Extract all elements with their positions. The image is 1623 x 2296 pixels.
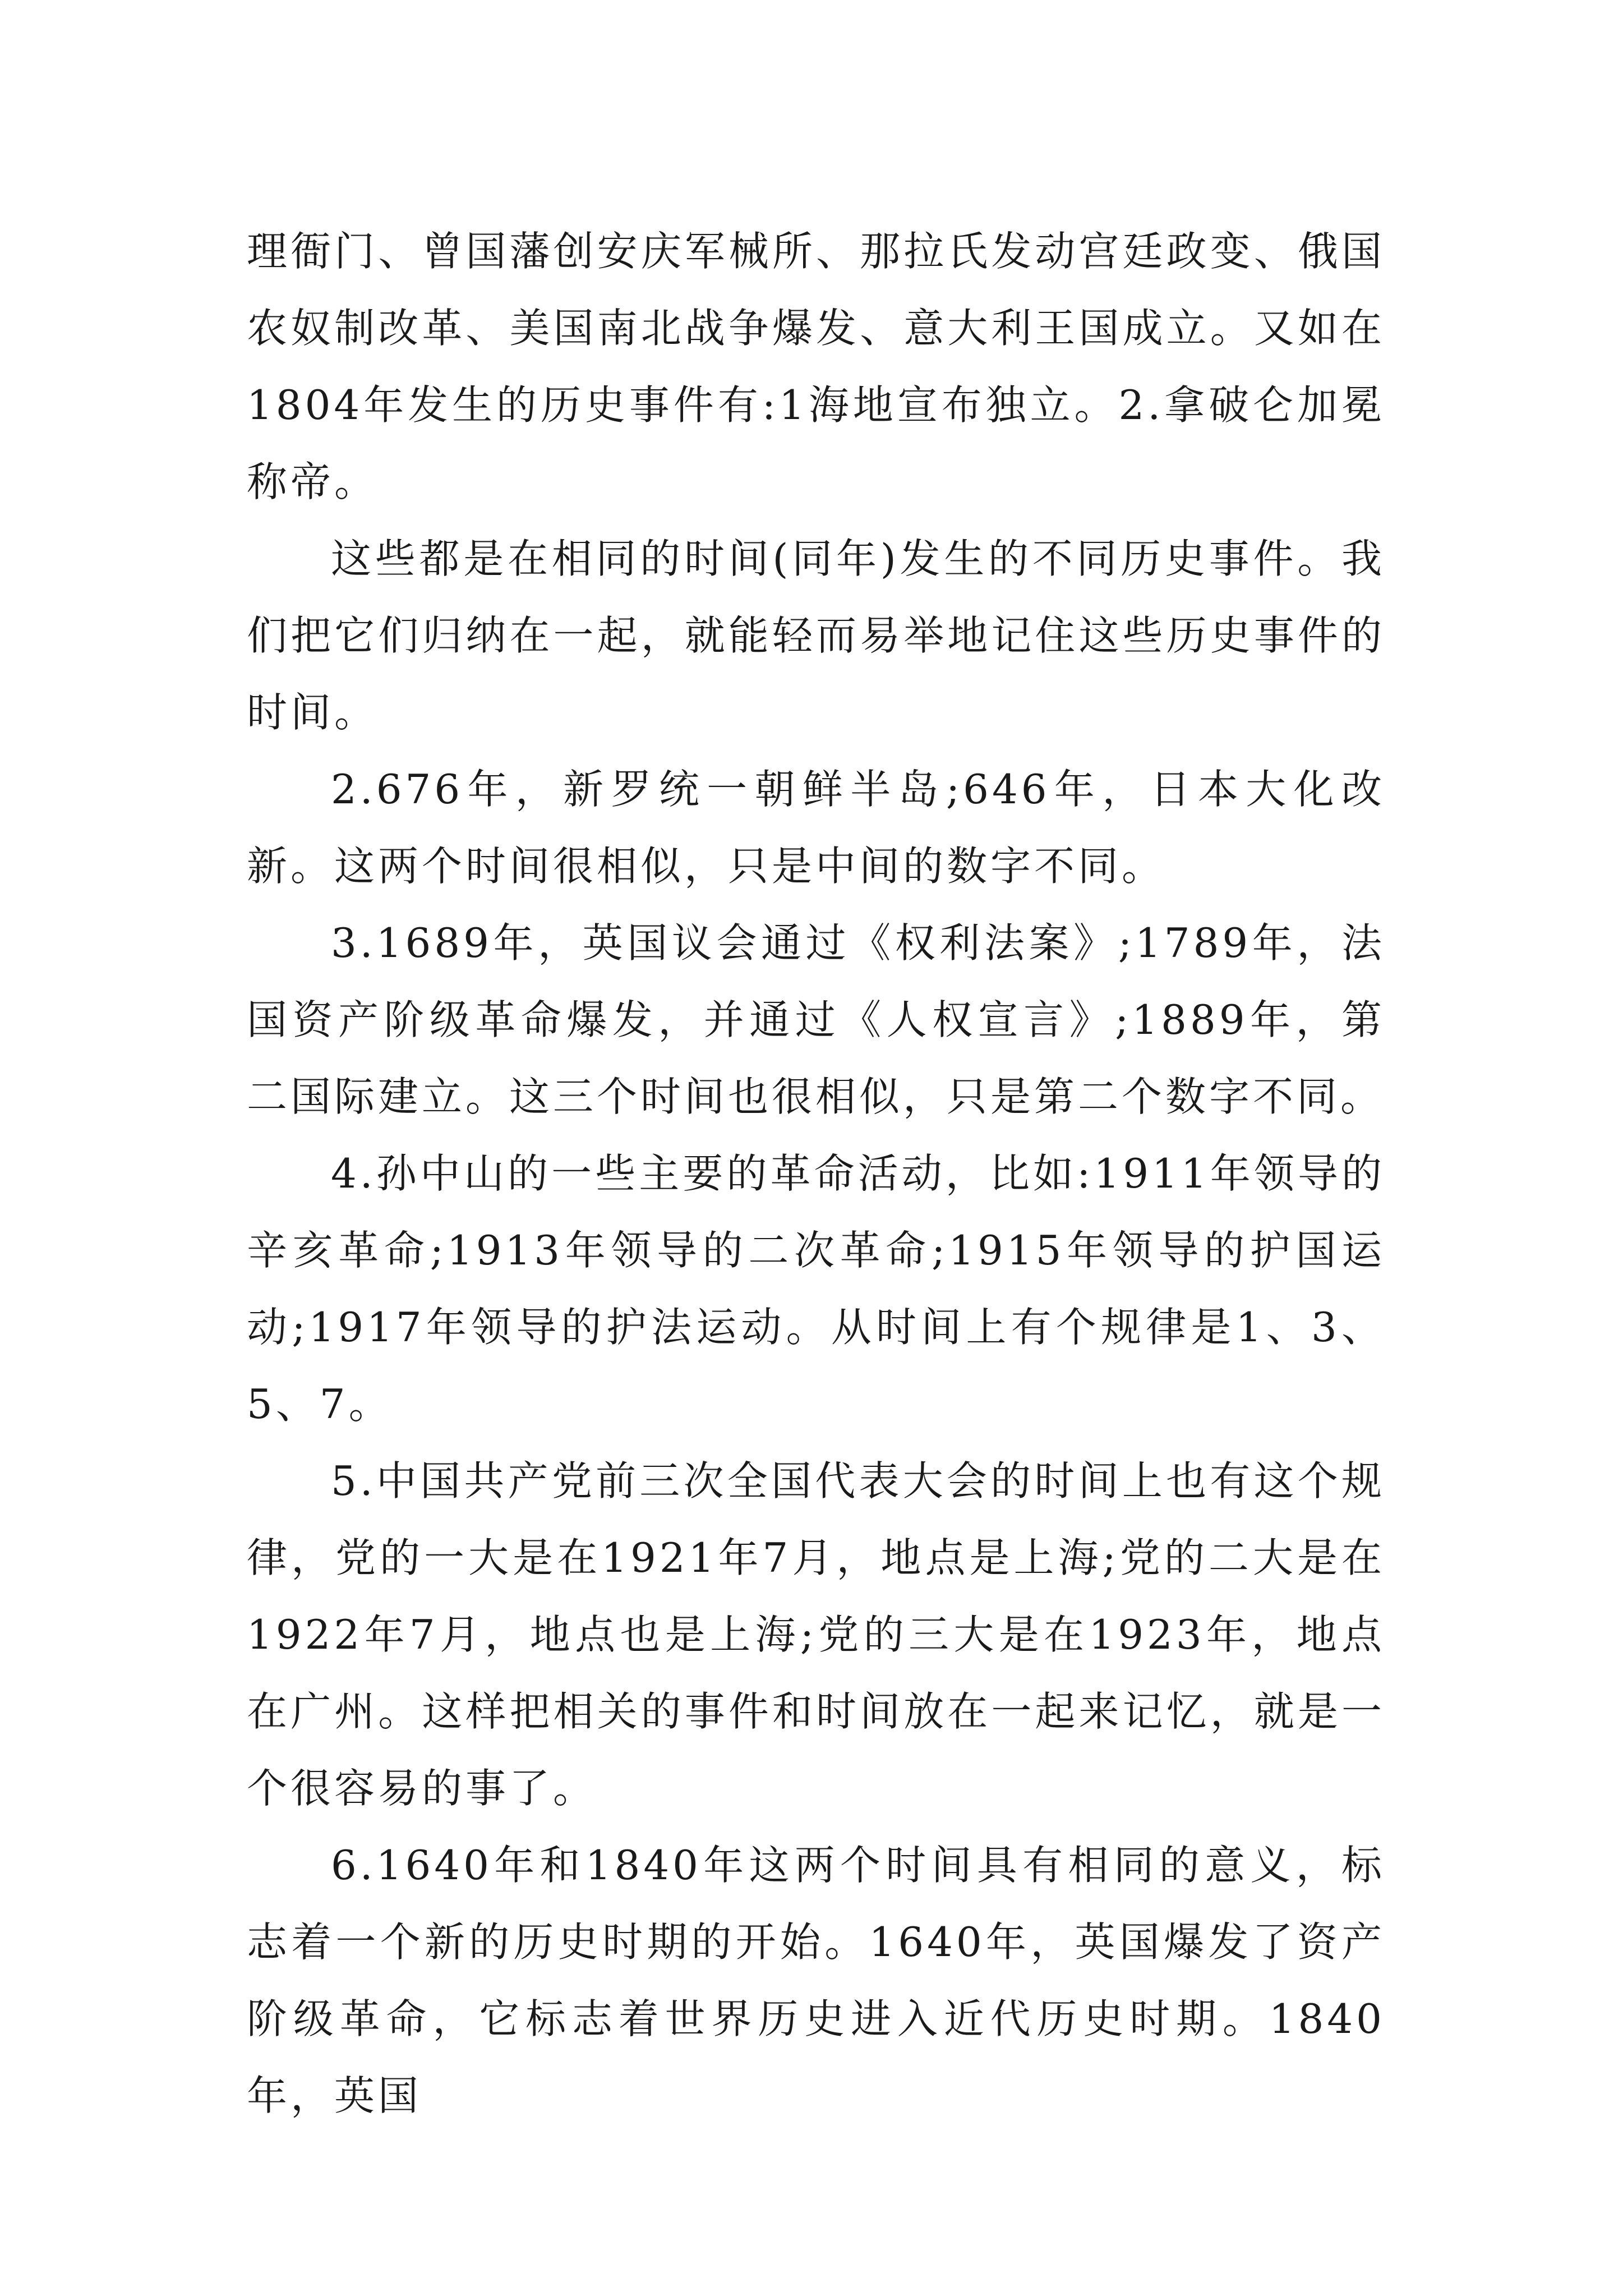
paragraph-item-3: 3.1689年，英国议会通过《权利法案》;1789年，法国资产阶级革命爆发，并通过《人权宣言》;1889年，第二国际建立。这三个时间也很相似，只是第二个数字不同。	[247, 919, 1385, 1120]
paragraph-same-year-events: 这些都是在相同的时间(同年)发生的不同历史事件。我们把它们归纳在一起，就能轻而易举地记住这些历史事件的时间。	[247, 535, 1385, 736]
paragraph-item-4: 4.孙中山的一些主要的革命活动，比如:1911年领导的辛亥革命;1913年领导的二次革命;1915年领导的护国运动;1917年领导的护法运动。从时间上有个规律是1、3、5、7。	[247, 1150, 1385, 1428]
paragraph-item-5: 5.中国共产党前三次全国代表大会的时间上也有这个规律，党的一大是在1921年7月，地点是上海;党的二大是在1922年7月，地点也是上海;党的三大是在1923年，地点在广州。这样把相关的事件和时间放在一起来记忆，就是一个很容易的事了。	[247, 1457, 1385, 1812]
paragraph-continuation: 理衙门、曾国藩创安庆军械所、那拉氏发动宫廷政变、俄国农奴制改革、美国南北战争爆发、意大利王国成立。又如在1804年发生的历史事件有:1海地宣布独立。2.拿破仑加冕称帝。	[247, 228, 1385, 505]
paragraph-item-2: 2.676年，新罗统一朝鲜半岛;646年，日本大化改新。这两个时间很相似，只是中间的数字不同。	[247, 766, 1385, 890]
document-body	[247, 213, 1385, 2134]
paragraph-item-6: 6.1640年和1840年这两个时间具有相同的意义，标志着一个新的历史时期的开始。1640年，英国爆发了资产阶级革命，它标志着世界历史进入近代历史时期。1840年，英国	[247, 1842, 1385, 2119]
